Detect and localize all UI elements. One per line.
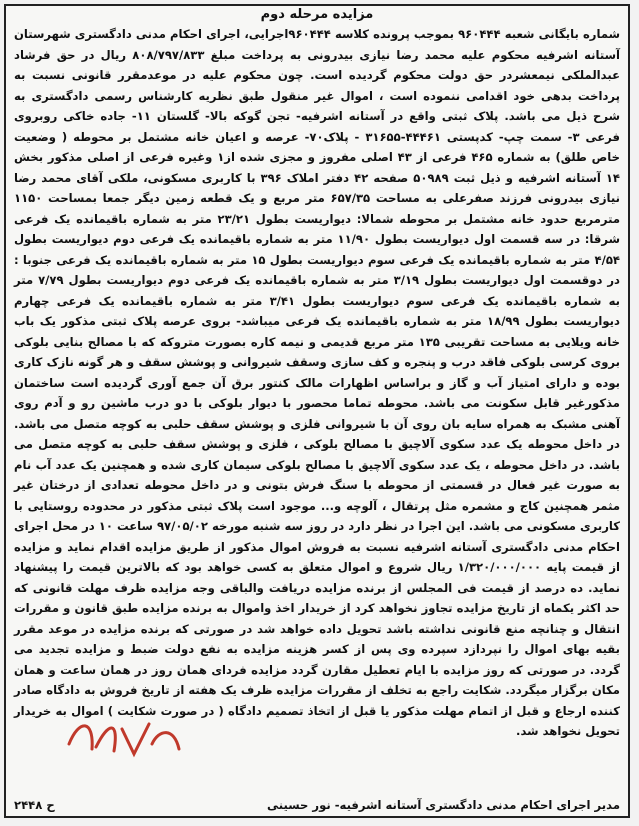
signature-line: مدیر اجرای احکام مدنی دادگستری آستانه اشرفیه- نور حسینی bbox=[267, 798, 620, 812]
notice-footer bbox=[14, 798, 620, 812]
notice-body: شماره بایگانی شعبه ۹۶۰۴۴۴ بموجب پرونده کلاسه ۹۶۰۴۴۴اجرایی، اجرای احکام مدنی دادگستری شهرستان آستانه اشرفیه محکوم علیه محمد رضا نیازی بیدرونی به پرداخت مبلغ ۸۰۸/۷۹۷/۸۳۳ ریال در حق فرشاد عبدالملکی نیمعشردر حق دولت محکوم گردیده است. چون محکوم علیه در موعدمقرر قانونی نسبت به پرداخت بدهی خود اقدامی ننموده است ، اموال غیر منقول طبق نظریه کارشناس رسمی دادگستری به شرح ذیل می باشد. پلاک ثبتی واقع در آستانه اشرفیه- تجن گوکه بالا- گلستان ۱۱- جاده خاکی روبروی فرعی ۳- سمت چپ- کدپستی ۴۴۴۶۱-۳۱۶۵۵ - پلاک۷۰- عرصه و اعیان خانه مشتمل بر محوطه ( وضعیت خاص طلق) به شماره ۴۶۵ فرعی از ۴۳ اصلی مفروز و مجزی شده از۱ وغیره فرعی از اصلی مذکور بخش ۱۴ آستانه اشرفیه و ذیل ثبت ۵۰۹۸۹ صفحه ۴۲ دفتر املاک ۳۹۶ با کاربری مسکونی، ملکی آقای محمد رضا نیازی بیدرونی فرزند صفرعلی به مساحت ۶۵۷/۳۵ متر مربع و یک قطعه زمین دیگر جمعا بمساحت ۱۱۵۰ مترمربع حدود خانه مشتمل بر محوطه شمالا: دیواریست بطول ۲۳/۲۱ متر به شماره باقیمانده یک فرعی شرقا: در سه قسمت اول دیواریست بطول ۱۱/۹۰ متر به شماره باقیمانده یک فرعی دوم دیواریست بطول ۴/۵۴ متر به شماره باقیمانده یک فرعی سوم دیواریست بطول ۱۵ متر به شماره باقیمانده یک فرعی جنوبا : در دوقسمت اول دیواریست بطول ۳/۱۹ متر به شماره باقیمانده یک فرعی دوم دیواریست بطول ۷/۷۹ متر به شماره باقیمانده یک فرعی سوم دیواریست بطول ۳/۴۱ متر به شماره باقیمانده یک فرعی چهارم دیواریست بطول ۱۸/۹۹ متر به شماره باقیمانده یک فرعی میباشد- بروی عرصه پلاک ثبتی مذکور یک باب خانه ویلایی به مساحت تقریبی ۱۳۵ متر مربع قدیمی و نیمه کاره بصورت متروکه که با مصالح بنایی بلوکی بروی کرسی بلوکی فاقد درب و پنجره و کف سازی وسقف شیروانی و پوشش سقف و هر گونه نازک کاری بوده و دارای امتیاز آب و گاز و براساس اظهارات مالک کنتور برق آن جمع آوری گردیده است ساختمان مذکورغیر قابل سکونت می باشد. محوطه تماما محصور با دیوار بلوکی با دو درب ماشین رو و آدم روی آهنی مشبک به همراه سایه بان روی آن با شیروانی فلزی و پوشش سقف حلبی به کوچه متصل می باشد. در داخل محوطه یک عدد سکوی آلاچیق با مصالح بلوکی ، فلزی و پوشش سقف حلبی به کوچه متصل می باشد. در داخل محوطه ، یک عدد سکوی آلاچیق با مصالح بلوکی سیمان کاری شده و همچنین یک عدد آب نام به صورت غیر فعال در قسمتی از محوطه با سنگ فرش بتونی و در داخل محوطه تعدادی از درختان غیر مثمر همچنین کاج و مشمره مثل پرتقال ، آلوچه و... موجود است پلاک ثبتی مذکور در محدوده روستایی با کاربری مسکونی می باشد. این اجرا در نظر دارد در روز سه شنبه مورخه ۹۷/۰۵/۰۲ ساعت ۱۰ در محل اجرای احکام مدنی دادگستری آستانه اشرفیه نسبت به فروش اموال مذکور از طریق مزایده اقدام نماید و مزایده از قیمت پایه ۱/۳۲۰/۰۰۰/۰۰۰ ریال شروع و اموال متعلق به کسی خواهد بود که بالاترین قیمت را پیشنهاد نماید. ده درصد از قیمت فی المجلس از برنده مزایده دریافت والباقی وجه مزایده ظرف مهلت قانونی که حد اکثر یکماه از تاریخ مزایده تجاوز نخواهد کرد از خریدار اخذ واموال به برنده مزایده طبق قانون و مقررات انتقال و چنانچه منع قانونی نداشته باشد تحویل داده خواهد شد در صورتی که برنده مزایده در موعد مقرر بقیه بهای اموال را نپردازد سپرده وی پس از کسر هزینه مزایده به نفع دولت ضبط و مزایده تجدید می گردد. در صورتی که روز مزایده با ایام تعطیل مقارن گردد مزایده فردای همان روز در همان ساعت و همان مکان برگزار میگردد. شکایت راجع به تخلف از مقررات مزایده ظرف یک هفته از تاریخ فروش به دادگاه صادر کننده ارجاع و قبل از اتمام مهلت مذکور یا قبل از اتخاذ تصمیم دادگاه ( در صورت شکایت ) اموال به خریدار تحویل نخواهد شد. bbox=[14, 27, 621, 738]
notice-document bbox=[4, 4, 630, 818]
notice-code: ح ۲۴۴۸ bbox=[14, 798, 55, 812]
notice-title: مزایده مرحله دوم bbox=[260, 7, 374, 22]
